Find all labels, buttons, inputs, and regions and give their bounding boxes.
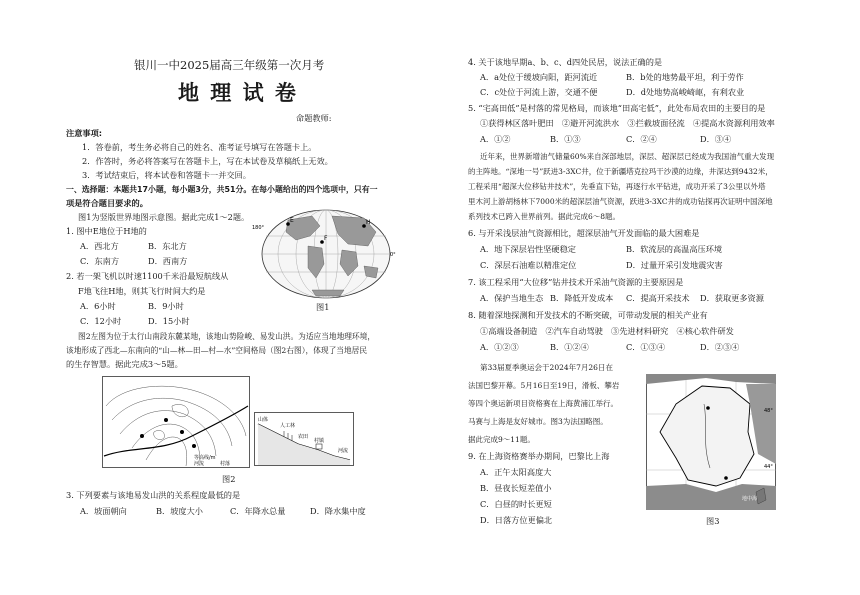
legend-river: 河流 [194,461,205,467]
q2-stem-cont: F地飞往H地，则其飞行时间大约是 [78,286,206,296]
notice-item: 3．考试结束后，将本试卷和答题卡一并交回。 [82,170,251,180]
section-label-water: 河流 [338,448,349,454]
group3-para: 的主阵地。“深地一号”跃进3-3XC井，位于新疆塔克拉玛干沙漠的边缘，井深达到9432米， [468,167,773,176]
group3-para: 近年来，世界新增油气储量60%来自深部地层，深层、超深层已经成为我国油气重大发现 [480,152,775,161]
q1-option-d[interactable]: D．西南方 [148,256,188,266]
notice-item: 1．答卷前，考生务必将自己的姓名、准考证号填写在答题卡上。 [82,142,317,152]
q7-option-d[interactable]: D．获取更多资源 [700,293,764,303]
legend-contour: 等高线/m [194,455,216,461]
group4-para: 马赛与上海是友好城市。图3为法国略图。 [468,417,608,426]
section-heading-cont: 项是符合题目要求的。 [66,198,148,208]
q9-stem: 9. 在上海资格赛举办期间，巴黎比上海 [468,451,610,461]
map-label-h: H [366,219,371,226]
q8-option-b[interactable]: B．①②④ [550,342,589,352]
notice-heading: 注意事项: [66,128,103,138]
section-heading: 一、选择题：本题共17小题，每小题3分，共51分。在每小题给出的四个选项中，只有一 [66,185,378,194]
legend-village: 村落 [220,461,231,467]
q4-option-d[interactable]: D．d处地势高峻崎岖，有利农业 [626,87,745,97]
right-column [430,0,860,595]
q2-option-b[interactable]: B．9小时 [148,301,184,311]
q6-option-b[interactable]: B．软流层的高温高压环境 [626,244,723,254]
q9-option-b[interactable]: B．昼夜长短差值小 [480,483,552,493]
q4-option-c[interactable]: C．c处位于河流上游，交通不便 [480,87,598,97]
q5-option-a[interactable]: A．①② [480,134,511,144]
figure-2-contour-map [102,376,250,468]
q2-option-c[interactable]: C．12小时 [80,316,122,326]
q7-option-a[interactable]: A．保护当地生态 [480,293,544,303]
subject-title: 地 理 试 卷 [178,81,298,105]
section-label-village: 村镇 [314,438,325,444]
q4-option-a[interactable]: A．a处位于缓坡向阳，距河流近 [480,72,598,82]
q5-option-d[interactable]: D．③④ [700,134,732,144]
q5-options-list: ①获得林区落叶肥田 ②避开河流洪水 ③拦截坡面径流 ④提高水资源利用效率 [480,118,775,128]
notice-item: 2．作答时，务必将答案写在答题卡上，写在本试卷及草稿纸上无效。 [82,156,333,166]
map-label-0: 0° [390,252,396,258]
q9-option-a[interactable]: A．正午太阳高度大 [480,467,552,477]
map-label-180: 180° [252,225,265,231]
figure-3-caption: 图3 [706,516,720,526]
q1-option-b[interactable]: B．东北方 [148,241,187,251]
q8-option-a[interactable]: A．①②③ [480,342,519,352]
section-label-mountain: 山体 [258,417,269,423]
q6-option-d[interactable]: D．过量开采引发地震灾害 [626,260,723,270]
group4-para: 等四个奥运新项目资格赛在上海黄浦江举行。 [468,399,618,408]
q2-stem: 2. 若一架飞机以时速1100千米沿最短航线从 [66,271,229,281]
group4-para: 第33届夏季奥运会于2024年7月26日在 [480,363,613,372]
q3-option-b[interactable]: B．坡度大小 [156,506,203,516]
group2-intro-end: 的生存智慧。据此完成3～5题。 [66,359,183,369]
map-label-44: 44° [764,464,773,470]
section-label-forest: 人工林 [280,423,296,429]
cross-section-graphic [254,412,354,466]
q3-option-c[interactable]: C．年降水总量 [230,506,286,516]
group4-para: 据此完成9～11题。 [468,435,535,444]
group2-intro: 图2左图为位于太行山南段东麓某地，该地山势险峻、易发山洪。为适应当地地理环境， [78,332,376,341]
map-label-48: 48° [764,408,773,414]
q3-option-d[interactable]: D．降水集中度 [310,506,366,516]
figure-3-france-map [646,374,776,510]
author-label: 命题教师: [296,113,332,123]
map-label-e: E [290,217,294,224]
q8-option-d[interactable]: D．②③④ [700,342,740,352]
q1-stem: 1. 图中E地位于H地的 [66,226,147,236]
q2-option-a[interactable]: A．6小时 [80,301,116,311]
q8-option-c[interactable]: C．①③④ [626,342,666,352]
group1-intro: 图1为竖版世界地图示意图。据此完成1～2题。 [78,212,250,222]
world-map-graphic [252,206,400,302]
q5-stem: 5. “宅高田低”是村落的常见格局，而该地“田高宅低”，此处布局农田的主要目的是 [468,103,766,113]
map-label-mediterranean: 地中海 [742,496,758,502]
q4-option-b[interactable]: B．b处的地势最平坦，利于劳作 [626,72,744,82]
q8-options-list: ①高端设备制造 ②汽车自动驾驶 ③先进材料研究 ④核心软件研发 [480,326,734,336]
q6-option-c[interactable]: C．深层石油难以精准定位 [480,260,577,270]
group3-para: 里木河上游胡杨林下7000米的超深层油气资源，跃进3-3XC井的成功钻探再次证明中国深地 [468,197,773,206]
q9-option-d[interactable]: D．日落方位更偏北 [480,515,553,525]
figure-2-caption: 图2 [222,474,236,484]
q3-stem: 3. 下列要素与该地易发山洪的关系程度最低的是 [66,490,241,500]
q7-option-c[interactable]: C．提高开采技术 [626,293,690,303]
group4-para: 法国巴黎开幕。5月16日至19日，滑板、攀岩 [468,381,620,390]
q8-stem: 8. 随着深地探测和开发技术的不断突破，可带动发展的相关产业有 [468,310,708,320]
q7-option-b[interactable]: B．降低开发成本 [550,293,614,303]
q6-option-a[interactable]: A．地下深层岩性坚硬稳定 [480,244,576,254]
q1-option-c[interactable]: C．东南方 [80,256,120,266]
q5-option-c[interactable]: C．②④ [626,134,657,144]
figure-2-cross-section [254,412,354,466]
exam-title: 银川一中2025届高三年级第一次月考 [134,58,325,72]
q1-option-a[interactable]: A．西北方 [80,241,119,251]
france-map-graphic [646,374,776,510]
q4-stem: 4. 关于该地早期a、b、c、d四处民居，说法正确的是 [468,57,663,67]
q5-option-b[interactable]: B．①③ [550,134,581,144]
group2-intro-cont: 该地形成了西北—东南向的“山—林—田—村—水”空间格局（图2右图），体现了当地居民 [66,346,368,355]
q7-stem: 7. 该工程采用“大位移”钻井技术开采油气资源的主要原因是 [468,277,684,287]
q9-option-c[interactable]: C．白昼的时长更短 [480,499,552,509]
figure-1-world-map [252,206,400,302]
section-label-field: 农田 [298,434,309,440]
q3-option-a[interactable]: A．坡面朝向 [80,506,127,516]
group3-para: 系列技术已跨入世界前列。据此完成6～8题。 [468,212,621,221]
group3-para: 工程采用“超深大位移钻井技术”，先垂直下钻，再逐行水平钻进，成功开采了3公里以外塔 [468,182,766,191]
contour-map-graphic [102,376,250,468]
q6-stem: 6. 与开采浅层油气资源相比，超深层油气开发面临的最大困难是 [468,228,700,238]
figure-1-caption: 图1 [316,302,330,312]
map-label-f: F [324,235,328,242]
q2-option-d[interactable]: D．15小时 [148,316,190,326]
